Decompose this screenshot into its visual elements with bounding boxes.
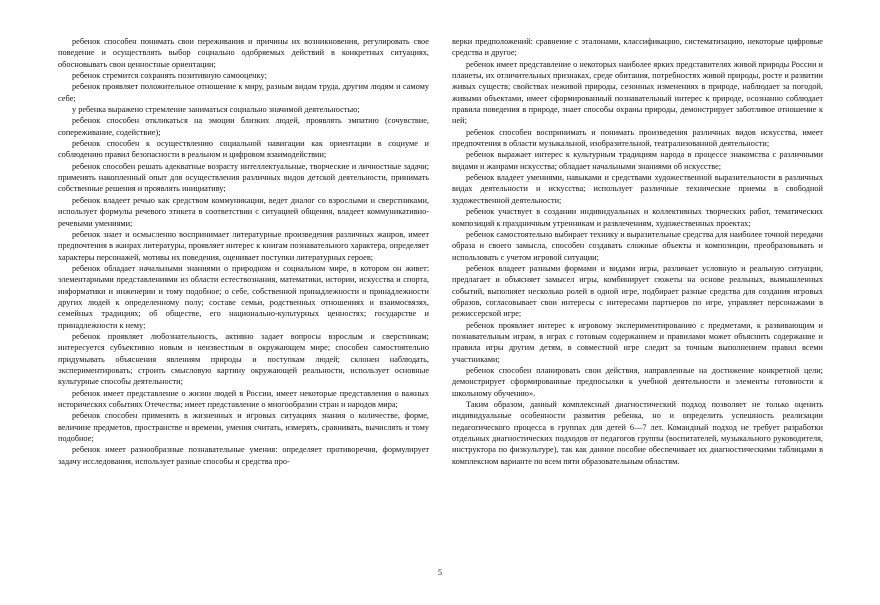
- paragraph: у ребенка выражено стремление заниматься социально значимой деятельностью;: [72, 105, 360, 115]
- paragraph: ребенок обладает начальными знаниями о природном и социальном мире, в котором он живет: элементарными представлениями из области естествознания, математики, истории, искусства и спорта, информатики и инженерии и тому подобное; о себе, собственной принадлежности и принадлежности других людей к определенному полу; составе семьи, родственных отношениях и взаимосвязях, семейных традициях; об обществе, его национально-культурных ценностях; государстве и принадлежности к нему;: [58, 263, 429, 330]
- paragraph-continuation: верки предположений: сравнение с эталонами, классификацию, систематизацию, некоторые цифровые средства и другое;: [452, 37, 823, 58]
- paragraph: ребенок способен планировать свои действия, направленные на достижение конкретной цели; демонстрирует сформированные предпосылки к учебной деятельности и элементы готовности к школьному обучению».: [452, 365, 823, 398]
- paragraph: ребенок проявляет положительное отношение к миру, разным видам труда, другим людям и самому себе;: [58, 82, 429, 103]
- paragraph: Таким образом, данный комплексный диагностический подход позволяет не только оценить индивидуальные особенности развития ребенка, но и определить успешность реализации педагогического процесса в группах для детей 6—7 лет. Командный подход не требует разработки отдельных диагностических подходов от педагогов группы (воспитателей, музыкального руководителя, инструктора по физкультуре), так как данное пособие обеспечивает их диагностическими таблицами в комплексном варианте по всем пяти образовательным областям.: [452, 400, 823, 466]
- right-column: [452, 36, 823, 467]
- paragraph: ребенок имеет представление о некоторых наиболее ярких представителях живой природы России и планеты, их отличительных признаках, среде обитания, потребностях живой природы, росте и развитии живых существ; свойствах неживой природы, сезонных изменениях в природе, наблюдает за погодой, живыми объектами, имеет сформированный познавательный интерес к природе, осознанно соблюдает правила поведения в природе, знает способы охраны природы, демонстрирует заботливое отношение к ней;: [452, 59, 823, 126]
- paragraph: ребенок стремится сохранять позитивную самооценку;: [72, 71, 267, 81]
- paragraph: ребенок способен к осуществлению социальной навигации как ориентации в социуме и соблюдению правил безопасности в реальном и цифровом взаимодействии;: [58, 139, 429, 160]
- left-column: [58, 36, 429, 467]
- paragraph: ребенок выражает интерес к культурным традициям народа в процессе знакомства с различными видами и жанрами искусства; обладает начальными знаниями об искусстве;: [452, 150, 823, 171]
- paragraph: ребенок знает и осмысленно воспринимает литературные произведения различных жанров, имеет предпочтения в жанрах литературы, проявляет интерес к книгам познавательного характера, определяет характеры персонажей, мотивы их поведения, оценивает поступки литературных героев;: [58, 229, 429, 262]
- paragraph: ребенок владеет речью как средством коммуникации, ведет диалог со взрослыми и сверстниками, использует формулы речевого этикета в соответствии с ситуацией общения, владеет коммуникативно-речевыми умениями;: [58, 195, 429, 228]
- paragraph: ребенок проявляет любознательность, активно задает вопросы взрослым и сверстникам; интересуется субъективно новым и неизвестным в окружающем мире; способен самостоятельно придумывать объяснения явлениям природы и поступкам людей; склонен наблюдать, экспериментировать; строить смысловую картину окружающей реальности, использует основные культурные способы деятельности;: [58, 331, 429, 387]
- paragraph: ребенок имеет представление о жизни людей в России, имеет некоторые представления о важных исторических событиях Отечества; имеет представление о многообразии стран и народов мира;: [58, 388, 429, 409]
- page-number: 5: [437, 568, 443, 577]
- paragraph: ребенок способен решать адекватные возрасту интеллектуальные, творческие и личностные задачи; применять накопленный опыт для осуществления различных видов детской деятельности, принимать собственные решения и проявлять инициативу;: [58, 161, 429, 194]
- paragraph: ребенок владеет разными формами и видами игры, различает условную и реальную ситуации, предлагает и объясняет замысел игры, комбинирует сюжеты на основе реальных, вымышленных событий, выполняет несколько ролей в одной игре, подбирает разные средства для создания игровых образов, согласовывает свои интересы с интересами партнеров по игре, управляет персонажами в режиссерской игре;: [452, 263, 823, 319]
- paragraph: ребенок способен понимать свои переживания и причины их возникновения, регулировать свое поведение и осуществлять выбор социально одобряемых действий в конкретных ситуациях, обосновывать свои ценностные ориентации;: [58, 37, 429, 69]
- paragraph: ребенок имеет разнообразные познавательные умения: определяет противоречия, формулирует задачу исследования, использует разные способы и средства про-: [58, 445, 429, 466]
- paragraph: ребенок участвует в создании индивидуальных и коллективных творческих работ, тематических композиций к праздничным утренникам и развлечениям, художественных проектах;: [452, 207, 823, 228]
- paragraph: ребенок способен воспринимать и понимать произведения различных видов искусства, имеет предпочтения в области музыкальной, изобразительной, театрализованной деятельности;: [452, 127, 823, 149]
- paragraph: ребенок владеет умениями, навыками и средствами художественной выразительности в различных видах деятельности и искусства; использует различные технические приемы в свободной художественной деятельности;: [452, 173, 823, 205]
- paragraph: ребенок способен применять в жизненных и игровых ситуациях знания о количестве, форме, величине предметов, пространстве и времени, умения считать, измерять, сравнивать, вычислять и тому подобное;: [58, 411, 429, 444]
- paragraph: ребенок проявляет интерес к игровому экспериментированию с предметами, к развивающим и познавательным играм, в играх с готовым содержанием и правилами может объяснить содержание и правила игры другим детям, в совместной игре следит за точным выполнением правил всеми участниками;: [452, 320, 823, 364]
- paragraph: ребенок способен откликаться на эмоции близких людей, проявлять эмпатию (сочувствие, сопереживание, содействие);: [58, 116, 429, 137]
- paragraph: ребенок самостоятельно выбирает технику и выразительные средства для наиболее точной передачи образа и своего замысла, способен создавать сложные объекты и композиции, преобразовывать и использовать с учетом игровой ситуации;: [452, 229, 823, 262]
